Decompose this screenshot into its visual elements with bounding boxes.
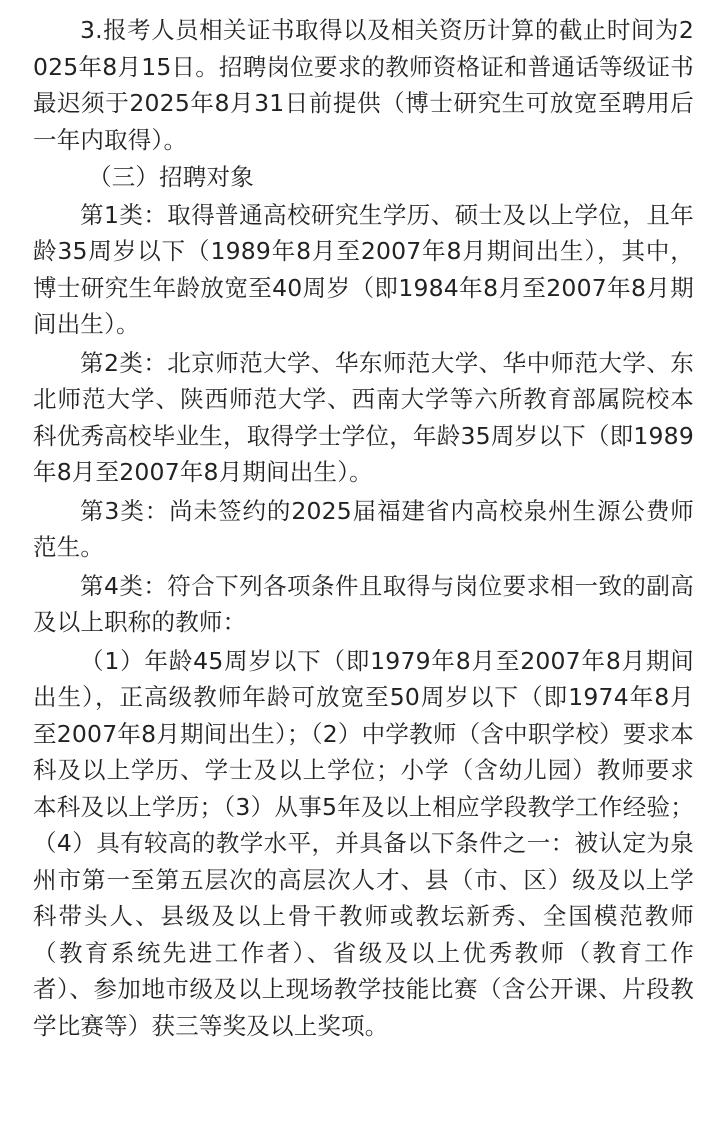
paragraph-category-4: 第4类：符合下列各项条件且取得与岗位要求相一致的副高及以上职称的教师：: [33, 571, 694, 636]
paragraph-category-1: 第1类：取得普通高校研究生学历、硕士及以上学位，且年龄35周岁以下（1989年8月至2007年8月期间出生），其中，博士研究生年龄放宽至40周岁（即1984年8月至2007年8月期间出生）。: [33, 200, 694, 338]
paragraph-deadline: 3.报考人员相关证书取得以及相关资历计算的截止时间为2025年8月15日。招聘岗位要求的教师资格证和普通话等级证书最迟须于2025年8月31日前提供（博士研究生可放宽至聘用后一年内取得）。: [33, 16, 694, 154]
section-heading: （三）招聘对象: [88, 163, 254, 191]
paragraph-category-4-conditions: （1）年龄45周岁以下（即1979年8月至2007年8月期间出生），正高级教师年龄可放宽至50周岁以下（即1974年8月至2007年8月期间出生）；（2）中学教师（含中职学校）要求本科及以上学历、学士及以上学位；小学（含幼儿园）教师要求本科及以上学历；（3）从事5年及以上相应学段教学工作经验；（4）具有较高的教学水平，并具备以下条件之一：被认定为泉州市第一至第五层次的高层次人才、县（市、区）级及以上学科带头人、县级及以上骨干教师或教坛新秀、全国模范教师（教育系统先进工作者）、省级及以上优秀教师（教育工作者）、参加地市级及以上现场教学技能比赛（含公开课、片段教学比赛等）获三等奖及以上奖项。: [33, 646, 694, 1040]
paragraph-category-2: 第2类：北京师范大学、华东师范大学、华中师范大学、东北师范大学、陕西师范大学、西南大学等六所教育部属院校本科优秀高校毕业生，取得学士学位，年龄35周岁以下（即1989年8月至2007年8月期间出生）。: [33, 348, 694, 486]
paragraph-category-3: 第3类：尚未签约的2025届福建省内高校泉州生源公费师范生。: [33, 496, 694, 561]
